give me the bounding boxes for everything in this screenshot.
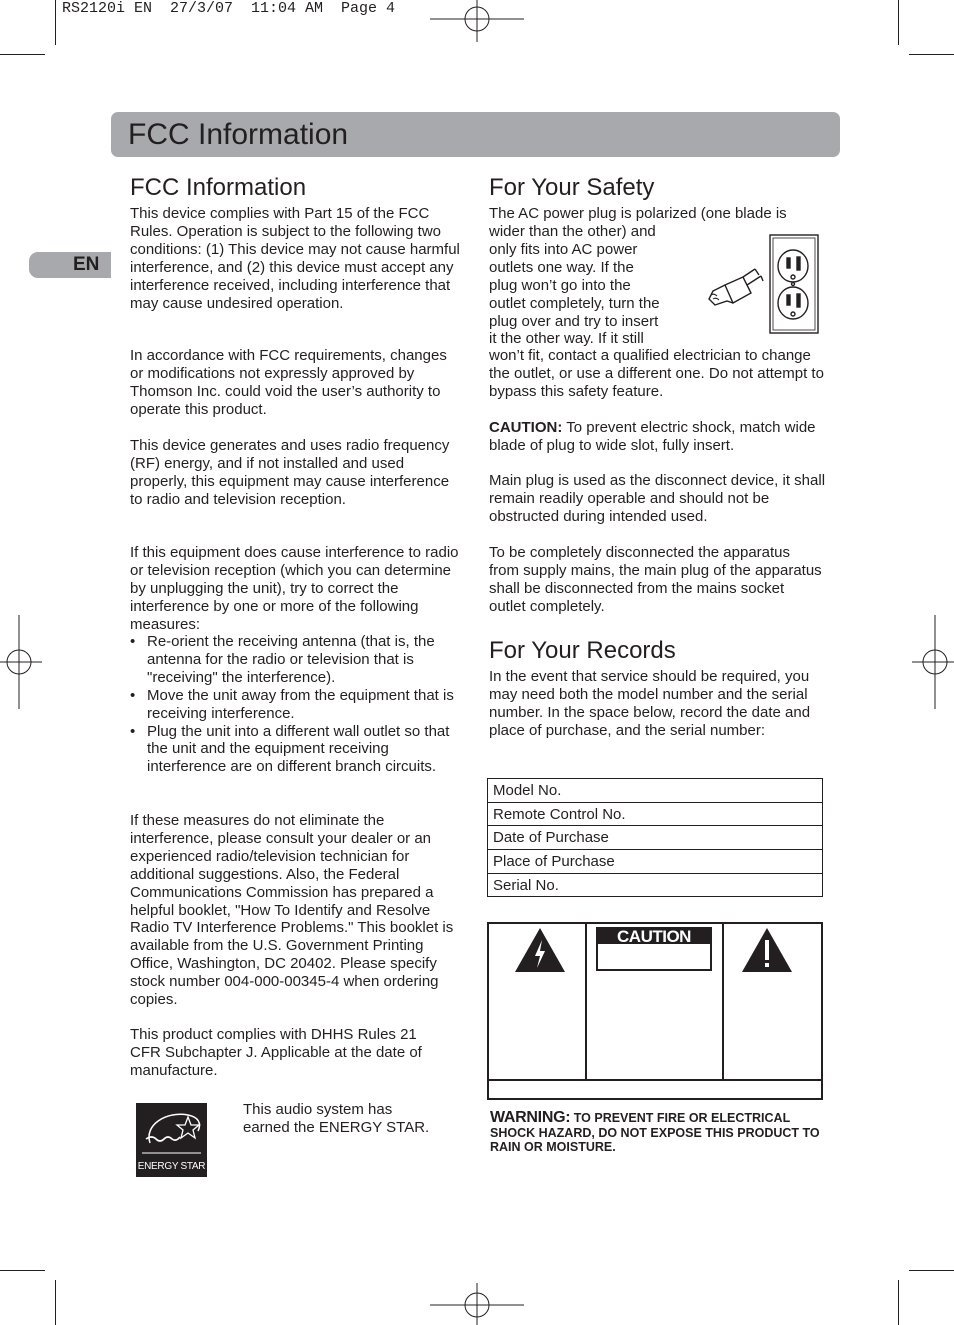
lightning-warning-icon bbox=[513, 926, 567, 974]
records-field-place[interactable]: Place of Purchase bbox=[488, 850, 823, 874]
caution-panel-divider bbox=[585, 922, 587, 1079]
exclamation-warning-icon bbox=[740, 926, 794, 974]
caution-inline-text: To prevent electric shock, match wide blade of plug to wide slot, fully insert. bbox=[489, 419, 816, 454]
safety-line: plug won’t go into the bbox=[489, 276, 631, 294]
fcc-measures-list bbox=[130, 633, 460, 776]
polarized-plug-outlet-icon bbox=[703, 233, 821, 335]
records-field-serial[interactable]: Serial No. bbox=[488, 873, 823, 897]
table-row bbox=[488, 850, 823, 874]
records-field-model[interactable]: Model No. bbox=[488, 779, 823, 803]
energy-star-logo bbox=[136, 1103, 207, 1177]
safety-paragraph-top: The AC power plug is polarized (one blade is bbox=[489, 205, 787, 222]
safety-paragraph-rest: won’t fit, contact a qualified electrician to change the outlet, or use a different one. Do not attempt to bypass this safety feature. bbox=[489, 347, 824, 400]
page-title: FCC Information bbox=[128, 118, 349, 151]
energy-star-icon bbox=[136, 1103, 207, 1159]
fcc-paragraph-6: This product complies with DHHS Rules 21 CFR Subchapter J. Applicable at the date of manufacture. bbox=[130, 1026, 422, 1079]
safety-line: outlets one way. If the bbox=[489, 258, 634, 276]
table-row bbox=[488, 873, 823, 897]
caution-label: CAUTION bbox=[597, 928, 711, 944]
warning-text: TO PREVENT FIRE OR ELECTRICAL SHOCK HAZARD, DO NOT EXPOSE THIS PRODUCT TO RAIN OR MOISTURE. bbox=[490, 1111, 820, 1154]
caution-inline-label: CAUTION: bbox=[489, 419, 563, 436]
caution-paragraph bbox=[489, 419, 819, 455]
list-item: • Move the unit away from the equipment that is receiving interference. bbox=[130, 687, 460, 723]
caution-panel-divider bbox=[487, 1079, 823, 1081]
fcc-paragraph-3: This device generates and uses radio frequency (RF) energy, and if not installed and used properly, this equipment may cause interference to radio and television reception. bbox=[130, 437, 450, 508]
safety-line: only fits into AC power bbox=[489, 240, 638, 258]
language-label: EN bbox=[73, 254, 100, 275]
safety-line: plug over and try to insert bbox=[489, 312, 659, 330]
table-row bbox=[488, 779, 823, 803]
safety-paragraph-3: To be completely disconnected the apparatus from supply mains, the main plug of the apparatus shall be disconnected from the mains socket outlet completely. bbox=[489, 544, 822, 615]
records-field-date[interactable]: Date of Purchase bbox=[488, 826, 823, 850]
fcc-paragraph-5: If these measures do not eliminate the interference, please consult your dealer or an experienced radio/television technician for additional suggestions. Also, the Federal Communications Commission has prepared a helpful booklet, "How To Identify and Resolve Radio TV Interference Problems." This booklet is available from the U.S. Government Printing Office, Washington, DC 20402. Please specify stock number 004-000-00345-4 when ordering copies. bbox=[130, 812, 454, 1009]
safety-paragraph-2: Main plug is used as the disconnect device, it shall remain readily operable and should not be obstructed during intended used. bbox=[489, 472, 826, 525]
caution-panel-divider bbox=[722, 922, 724, 1079]
records-table bbox=[487, 778, 823, 897]
energy-star-logo-text: ENERGY STAR bbox=[137, 1161, 206, 1172]
warning-heading: WARNING: bbox=[490, 1109, 571, 1126]
safety-heading: For Your Safety bbox=[489, 174, 655, 201]
fcc-paragraph-4: If this equipment does cause interference to radio or television reception (which you can determine by unplugging the unit), try to correct the interference by one or more of the following measures: bbox=[130, 544, 459, 633]
list-item: • Plug the unit into a different wall outlet so that the unit and the equipment receiving interference are on different branch circuits. bbox=[130, 723, 460, 777]
energy-star-text: This audio system has earned the ENERGY STAR. bbox=[243, 1101, 430, 1136]
fcc-heading: FCC Information bbox=[130, 174, 307, 201]
records-paragraph: In the event that service should be required, you may need both the model number and the serial number. In the space below, record the date and place of purchase, and the serial number: bbox=[489, 668, 811, 739]
fcc-section bbox=[130, 174, 470, 202]
safety-wrapped-lines bbox=[489, 223, 699, 348]
fcc-paragraph-1: This device complies with Part 15 of the FCC Rules. Operation is subject to the following two conditions: (1) This device may not cause harmful interference, and (2) this device must accept any interference received, including interference that may cause undesired operation. bbox=[130, 205, 460, 312]
safety-line: outlet completely, turn the bbox=[489, 294, 660, 312]
records-heading: For Your Records bbox=[489, 637, 676, 664]
records-field-remote[interactable]: Remote Control No. bbox=[488, 802, 823, 826]
table-row bbox=[488, 802, 823, 826]
list-item: • Re-orient the receiving antenna (that is, the antenna for the radio or television that is "receiving" the interference). bbox=[130, 633, 460, 687]
print-slug: RS2120i EN 27/3/07 11:04 AM Page 4 bbox=[62, 0, 396, 17]
table-row bbox=[488, 826, 823, 850]
safety-line: wider than the other) and bbox=[489, 223, 656, 240]
safety-line: it the other way. If it still bbox=[489, 330, 644, 348]
warning-block bbox=[490, 1111, 820, 1155]
fcc-paragraph-2: In accordance with FCC requirements, changes or modifications not expressly approved by Thomson Inc. could void the user’s authority to operate this product. bbox=[130, 347, 447, 418]
